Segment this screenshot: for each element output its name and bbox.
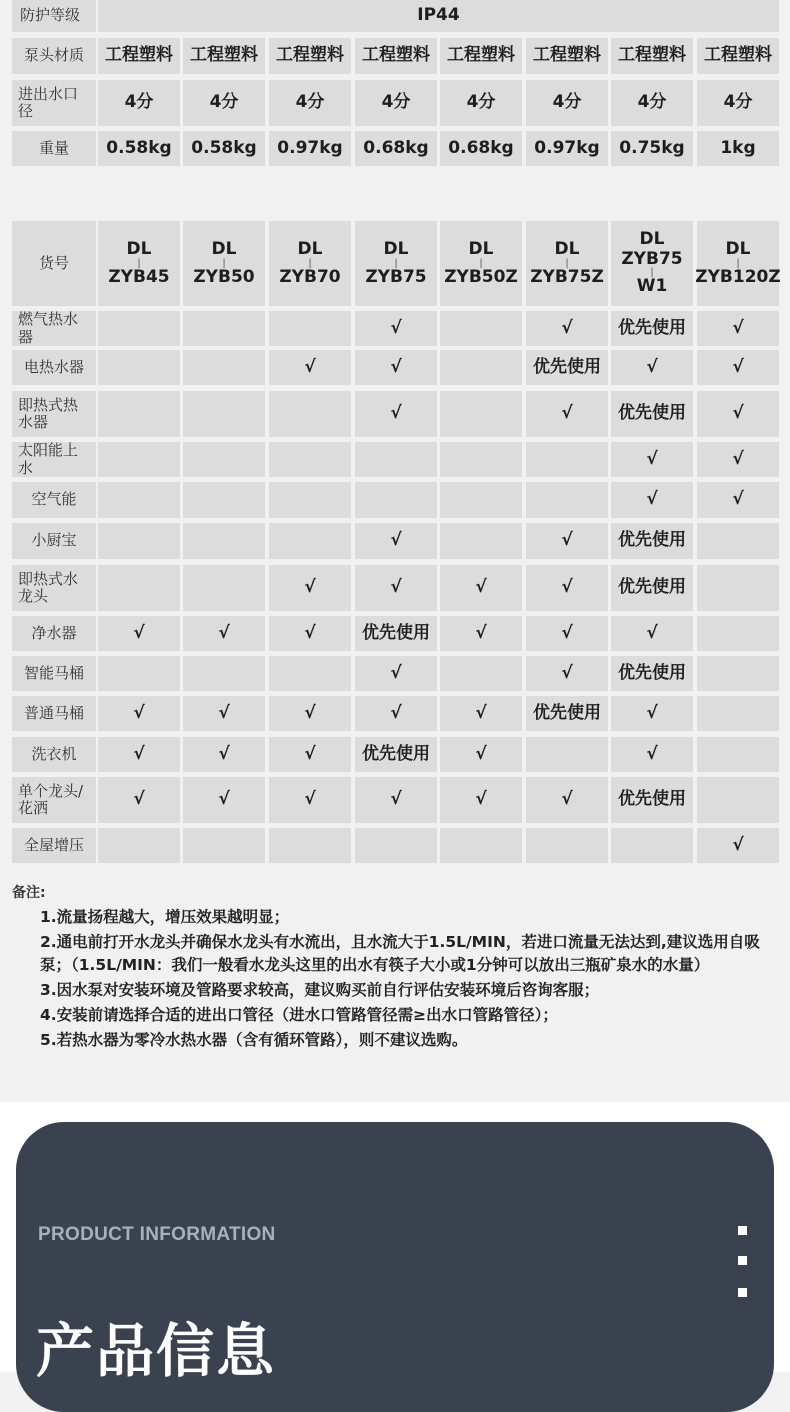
- compat-cell: [440, 828, 522, 863]
- model-bottom: ZYB120Z: [695, 266, 781, 287]
- row-label: 即热式水龙头: [12, 565, 96, 611]
- row-label: 普通马桶: [12, 696, 96, 731]
- compat-cell: [98, 828, 180, 863]
- model-bottom: ZYB75Z: [530, 266, 604, 287]
- compat-cell: [183, 442, 265, 477]
- compat-cell: √: [98, 777, 180, 823]
- compat-cell: [183, 391, 265, 437]
- row-label: 单个龙头/花洒: [12, 777, 96, 823]
- compat-cell: √: [611, 737, 693, 772]
- model-sep: |: [222, 257, 226, 269]
- compat-cell: [269, 442, 351, 477]
- compat-cell: √: [269, 616, 351, 651]
- compat-cell: √: [355, 777, 437, 823]
- model-sep: |: [479, 257, 483, 269]
- model-header: [269, 221, 351, 306]
- spec-cell: 工程塑料: [526, 38, 608, 74]
- model-top: DL: [554, 238, 580, 259]
- compat-cell: [269, 391, 351, 437]
- row-label: 即热式热水器: [12, 391, 96, 437]
- row-label: 全屋增压: [12, 828, 96, 863]
- notes-title: 备注:: [12, 885, 46, 901]
- row-label: 智能马桶: [12, 656, 96, 691]
- compat-cell: [183, 350, 265, 385]
- spec-cell: 4分: [526, 80, 608, 126]
- compat-cell: [526, 442, 608, 477]
- model-header: [526, 221, 608, 306]
- compat-cell: √: [611, 442, 693, 477]
- spec-cell: 0.68kg: [355, 131, 437, 166]
- compat-cell: 优先使用: [526, 696, 608, 731]
- compat-cell: [697, 565, 779, 611]
- compat-cell: [697, 523, 779, 559]
- spec-value-protection: IP44: [98, 0, 779, 32]
- compat-cell: √: [611, 616, 693, 651]
- model-bottom: ZYB50Z: [444, 266, 518, 287]
- compat-cell: [269, 523, 351, 559]
- model-sep: |: [650, 267, 654, 279]
- compat-cell: √: [526, 311, 608, 346]
- compat-cell: √: [697, 482, 779, 518]
- compat-cell: [440, 656, 522, 691]
- row-label: 电热水器: [12, 350, 96, 385]
- spec-cell: 0.68kg: [440, 131, 522, 166]
- compat-cell: √: [269, 565, 351, 611]
- spec-cell: 4分: [611, 80, 693, 126]
- compat-cell: [98, 523, 180, 559]
- compat-cell: [183, 656, 265, 691]
- spec-cell: 0.97kg: [526, 131, 608, 166]
- model-bottom: W1: [636, 276, 668, 297]
- model-header: [98, 221, 180, 306]
- compat-cell: √: [526, 565, 608, 611]
- compat-cell: [697, 616, 779, 651]
- model-top: DL: [725, 238, 751, 259]
- compat-cell: [355, 828, 437, 863]
- banner-title: 产品信息: [36, 1317, 277, 1385]
- compat-cell: 优先使用: [611, 565, 693, 611]
- model-bottom: ZYB50: [193, 266, 255, 287]
- compat-cell: √: [183, 777, 265, 823]
- model-top: DL: [297, 238, 323, 259]
- note-item: 3.因水泵对安装环境及管路要求较高，建议购买前自行评估安装环境后咨询客服；: [40, 981, 600, 999]
- spec-cell: 工程塑料: [611, 38, 693, 74]
- model-top: DL: [211, 238, 237, 259]
- model-bottom: ZYB75: [365, 266, 427, 287]
- model-sep: |: [308, 257, 312, 269]
- spec-cell: 0.58kg: [98, 131, 180, 166]
- compat-cell: 优先使用: [355, 737, 437, 772]
- model-header: [183, 221, 265, 306]
- compat-cell: [440, 311, 522, 346]
- decor-dot-icon: [738, 1226, 747, 1235]
- model-top: DL: [639, 229, 665, 250]
- compat-cell: [697, 696, 779, 731]
- model-top: DL: [468, 238, 494, 259]
- compat-cell: √: [355, 311, 437, 346]
- compat-cell: [355, 482, 437, 518]
- compat-cell: [526, 737, 608, 772]
- compat-cell: √: [440, 565, 522, 611]
- spec-cell: 4分: [98, 80, 180, 126]
- compat-cell: √: [355, 523, 437, 559]
- compat-cell: √: [355, 656, 437, 691]
- spec-cell: 工程塑料: [697, 38, 779, 74]
- compat-cell: √: [98, 737, 180, 772]
- compat-cell: √: [611, 350, 693, 385]
- row-label: 太阳能上水: [12, 442, 96, 477]
- row-label: 空气能: [12, 482, 96, 518]
- compat-cell: √: [355, 350, 437, 385]
- spec-label-weight: 重量: [12, 131, 96, 166]
- compat-cell: [440, 391, 522, 437]
- spec-cell: 0.97kg: [269, 131, 351, 166]
- compat-cell: [697, 777, 779, 823]
- spec-cell: 0.58kg: [183, 131, 265, 166]
- spec-cell: 4分: [183, 80, 265, 126]
- decor-dot-icon: [738, 1288, 747, 1297]
- spec-cell: 4分: [355, 80, 437, 126]
- model-header: [355, 221, 437, 306]
- spec-cell: 工程塑料: [183, 38, 265, 74]
- compat-cell: [440, 482, 522, 518]
- model-header: [440, 221, 522, 306]
- compat-cell: √: [269, 737, 351, 772]
- compat-cell: [526, 828, 608, 863]
- compat-cell: √: [269, 777, 351, 823]
- compat-cell: 优先使用: [611, 656, 693, 691]
- compat-cell: √: [611, 482, 693, 518]
- note-item: 1.流量扬程越大，增压效果越明显；: [40, 908, 290, 926]
- compat-cell: √: [355, 696, 437, 731]
- note-item: 2.通电前打开水龙头并确保水龙头有水流出，且水流大于1.5L/MIN，若进口流量无法达到,建议选用自吸泵；（1.5L/MIN：我们一般看水龙头这里的出水有筷子大小或1分钟可以放出三瓶矿泉水的水量）: [40, 933, 760, 974]
- model-sep: |: [736, 257, 740, 269]
- compat-cell: [98, 656, 180, 691]
- compat-cell: [269, 656, 351, 691]
- compat-cell: [98, 482, 180, 518]
- compat-cell: [269, 311, 351, 346]
- compat-cell: [440, 350, 522, 385]
- model-top: DL: [383, 238, 409, 259]
- spec-cell: 工程塑料: [355, 38, 437, 74]
- model-top: DL: [126, 238, 152, 259]
- compat-cell: 优先使用: [611, 523, 693, 559]
- model-sep: |: [137, 257, 141, 269]
- compat-cell: [440, 442, 522, 477]
- notes-list: [40, 906, 782, 1054]
- compat-cell: √: [697, 442, 779, 477]
- compat-cell: √: [526, 656, 608, 691]
- compat-cell: [611, 828, 693, 863]
- model-header: [611, 221, 693, 306]
- spec-cell: 1kg: [697, 131, 779, 166]
- model-mid: ZYB75: [621, 248, 683, 269]
- compat-cell: [440, 523, 522, 559]
- spec-cell: 4分: [440, 80, 522, 126]
- compat-cell: √: [697, 311, 779, 346]
- compat-cell: √: [697, 828, 779, 863]
- model-sep: |: [394, 257, 398, 269]
- header-label: 货号: [12, 221, 96, 306]
- compat-cell: √: [526, 523, 608, 559]
- note-item: 4.安装前请选择合适的进出口管径（进水口管路管径需≥出水口管路管径）；: [40, 1006, 558, 1024]
- spec-cell: 4分: [697, 80, 779, 126]
- compat-cell: [269, 482, 351, 518]
- compat-cell: √: [440, 737, 522, 772]
- compat-cell: [98, 565, 180, 611]
- compat-cell: √: [183, 616, 265, 651]
- compat-cell: √: [440, 777, 522, 823]
- spec-cell: 工程塑料: [98, 38, 180, 74]
- compat-cell: √: [355, 391, 437, 437]
- compat-cell: √: [355, 565, 437, 611]
- model-bottom: ZYB45: [108, 266, 170, 287]
- spec-label-protection: 防护等级: [12, 0, 96, 32]
- compat-cell: √: [98, 616, 180, 651]
- compat-cell: √: [697, 391, 779, 437]
- compat-cell: 优先使用: [355, 616, 437, 651]
- compat-cell: √: [611, 696, 693, 731]
- spec-cell: 0.75kg: [611, 131, 693, 166]
- spec-cell: 4分: [269, 80, 351, 126]
- compat-cell: √: [183, 696, 265, 731]
- compat-cell: [183, 482, 265, 518]
- compat-cell: [98, 442, 180, 477]
- compat-cell: √: [269, 350, 351, 385]
- spec-label-material: 泵头材质: [12, 38, 96, 74]
- spec-cell: 工程塑料: [440, 38, 522, 74]
- model-bottom: ZYB70: [279, 266, 341, 287]
- row-label: 燃气热水器: [12, 311, 96, 346]
- compat-cell: [183, 311, 265, 346]
- compat-cell: √: [183, 737, 265, 772]
- compat-cell: [355, 442, 437, 477]
- model-sep: |: [565, 257, 569, 269]
- compat-cell: 优先使用: [526, 350, 608, 385]
- compat-cell: 优先使用: [611, 391, 693, 437]
- banner-subtitle: PRODUCT INFORMATION: [38, 1224, 276, 1245]
- compat-cell: √: [440, 696, 522, 731]
- spec-label-pipe: 进出水口径: [12, 80, 96, 126]
- compat-cell: √: [98, 696, 180, 731]
- compat-cell: [98, 311, 180, 346]
- compat-cell: [526, 482, 608, 518]
- compat-cell: [269, 828, 351, 863]
- compat-cell: 优先使用: [611, 311, 693, 346]
- compat-cell: √: [526, 391, 608, 437]
- compat-cell: √: [526, 777, 608, 823]
- compat-cell: [98, 350, 180, 385]
- spec-cell: 工程塑料: [269, 38, 351, 74]
- compat-cell: [183, 565, 265, 611]
- model-header: [697, 221, 779, 306]
- row-label: 小厨宝: [12, 523, 96, 559]
- row-label: 净水器: [12, 616, 96, 651]
- decor-dot-icon: [738, 1256, 747, 1265]
- compat-cell: [183, 523, 265, 559]
- compat-cell: [697, 737, 779, 772]
- compat-cell: √: [697, 350, 779, 385]
- compat-cell: √: [269, 696, 351, 731]
- compat-cell: [697, 656, 779, 691]
- compat-cell: [98, 391, 180, 437]
- row-label: 洗衣机: [12, 737, 96, 772]
- note-item: 5.若热水器为零冷水热水器（含有循环管路），则不建议选购。: [40, 1031, 468, 1049]
- compat-cell: √: [526, 616, 608, 651]
- compat-cell: [183, 828, 265, 863]
- compat-cell: 优先使用: [611, 777, 693, 823]
- compat-cell: √: [440, 616, 522, 651]
